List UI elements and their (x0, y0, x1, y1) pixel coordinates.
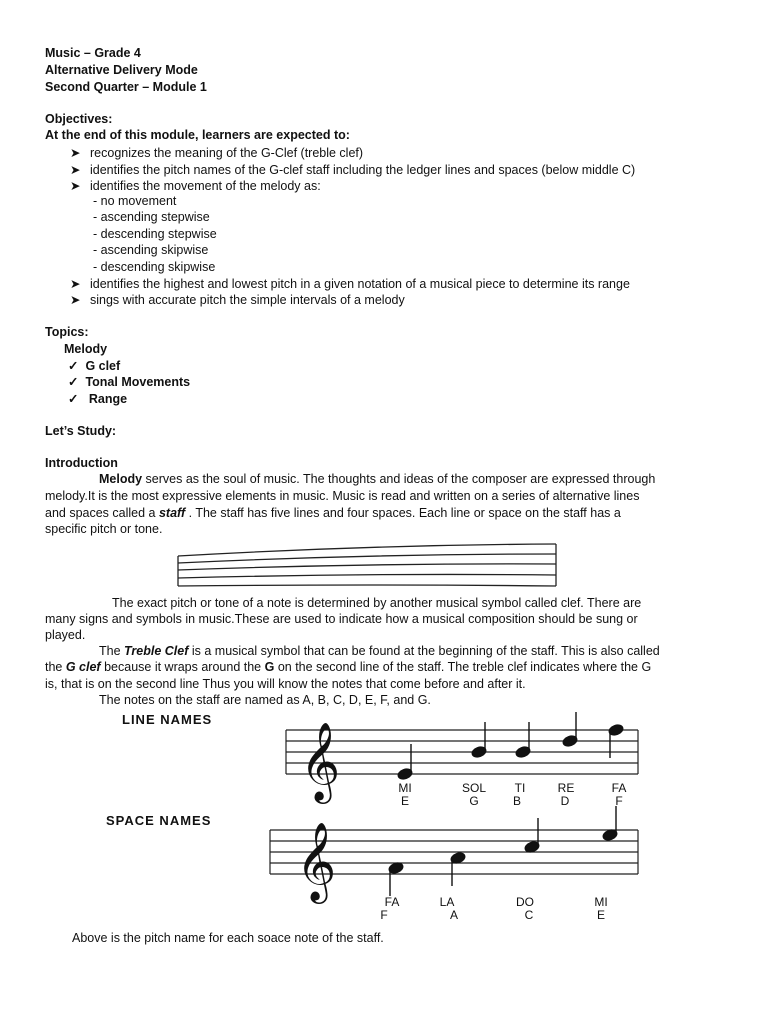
objective-text: identifies the movement of the melody as: (90, 179, 321, 193)
space-letter-label: F (380, 908, 388, 922)
objective-text: identifies the highest and lowest pitch in a given notation of a musical piece to determine its range (90, 277, 630, 291)
objective-text: sings with accurate pitch the simple intervals of a melody (90, 293, 405, 307)
intro-heading: Introduction (45, 456, 118, 470)
treble-clef-icon: 𝄞 (300, 723, 341, 799)
space-syllable-label: FA (384, 895, 400, 909)
topic-label: Tonal Movements (85, 375, 191, 389)
topic-item (68, 358, 120, 373)
movement-item: - descending stepwise (93, 227, 217, 241)
line-syllable-label: SOL (461, 781, 487, 795)
study-heading: Let’s Study: (45, 424, 117, 438)
check-icon: ✓ (68, 359, 79, 373)
line-letter-label: F (615, 794, 623, 808)
space-letter-label: A (449, 908, 459, 922)
line-syllable-label: RE (557, 781, 575, 795)
space-syllable-label: DO (516, 895, 534, 909)
arrow-bullet-icon: ➤ (70, 293, 81, 307)
intro-paragraph-line: played. (45, 628, 86, 642)
intro-paragraph-line: The exact pitch or tone of a note is determined by another musical symbol called clef. There are (112, 596, 642, 610)
header-mode: Alternative Delivery Mode (45, 63, 198, 77)
line-letter-label: D (560, 794, 570, 808)
movement-item: - ascending skipwise (93, 243, 209, 257)
check-icon: ✓ (68, 375, 79, 389)
header-grade: Music – Grade 4 (45, 46, 141, 60)
objective-text: recognizes the meaning of the G-Clef (treble clef) (90, 146, 364, 160)
g-term: G (264, 660, 275, 674)
note-names-figure (100, 708, 660, 930)
movement-item: - no movement (93, 194, 177, 208)
intro-text: because it wraps around the (100, 660, 265, 674)
figure-caption: Above is the pitch name for each soace note of the staff. (72, 931, 384, 945)
space-names-title: SPACE NAMES (106, 813, 212, 828)
line-names-title: LINE NAMES (122, 712, 213, 727)
objectives-heading: Objectives: (45, 112, 113, 126)
space-notes (388, 806, 618, 896)
objective-item (70, 162, 635, 177)
intro-paragraph-line (45, 506, 621, 520)
space-syllable-label: LA (439, 895, 455, 909)
intro-paragraph-line (45, 660, 651, 674)
arrow-bullet-icon: ➤ (70, 277, 81, 291)
intro-text: The (99, 644, 125, 658)
objective-item (70, 178, 321, 193)
space-letter-label: C (524, 908, 534, 922)
staff-line (178, 574, 556, 578)
line-letter-label: E (400, 794, 410, 808)
movement-item: - descending skipwise (93, 260, 216, 274)
arrow-bullet-icon: ➤ (70, 163, 81, 177)
staff-term: staff (158, 506, 186, 520)
intro-paragraph-line (99, 472, 655, 486)
space-syllable-label: MI (594, 895, 608, 909)
g-clef-term: G clef (65, 660, 101, 674)
line-syllable-label: FA (611, 781, 627, 795)
intro-text: . The staff has five lines and four spaces. Each line or space on the staff has a (185, 506, 621, 520)
line-syllable-label: MI (398, 781, 412, 795)
intro-paragraph-line (99, 644, 660, 658)
staff-line (178, 564, 556, 570)
treble-clef-term: Treble Clef (124, 644, 189, 658)
objective-item (70, 145, 363, 160)
intro-paragraph-line: specific pitch or tone. (45, 522, 163, 536)
intro-paragraph-line: is, that is on the second line Thus you will know the notes that come before and after it. (45, 677, 526, 691)
intro-paragraph-line: melody.It is the most expressive elements in music. Music is read and written on a series of alternative lines (45, 489, 640, 503)
intro-paragraph-line: many signs and symbols in music.These are used to indicate how a musical composition should be sung or (45, 612, 638, 626)
arrow-bullet-icon: ➤ (70, 146, 81, 160)
topic-item (68, 391, 127, 406)
intro-text: the (45, 660, 66, 674)
intro-text: is a musical symbol that can be found at the beginning of the staff. This is also called (188, 644, 660, 658)
space-letter-label: E (596, 908, 606, 922)
topics-main: Melody (64, 342, 108, 356)
objective-item (70, 276, 630, 291)
staff-illustration (170, 540, 562, 588)
objectives-intro: At the end of this module, learners are expected to: (45, 128, 350, 142)
arrow-bullet-icon: ➤ (70, 179, 81, 193)
staff-line (178, 585, 556, 586)
intro-text: on the second line of the staff. The treble clef indicates where the G (274, 660, 652, 674)
intro-text: and spaces called a (45, 506, 159, 520)
line-letter-label: G (469, 794, 479, 808)
movement-item: - ascending stepwise (93, 210, 210, 224)
line-syllable-label: TI (514, 781, 526, 795)
line-notes (397, 712, 624, 781)
topic-item (68, 374, 190, 389)
melody-term: Melody (99, 472, 143, 486)
topic-label: G clef (85, 359, 121, 373)
header-module: Second Quarter – Module 1 (45, 80, 207, 94)
line-letter-label: B (512, 794, 522, 808)
check-icon: ✓ (68, 392, 79, 406)
intro-text: serves as the soul of music. The thoughts and ideas of the composer are expressed through (142, 472, 656, 486)
objective-text: identifies the pitch names of the G-clef staff including the ledger lines and spaces (below middle C) (90, 163, 636, 177)
staff-line (178, 554, 556, 563)
objective-item (70, 292, 405, 307)
topic-label: Range (88, 392, 128, 406)
treble-clef-icon: 𝄞 (296, 823, 337, 899)
intro-paragraph-line: The notes on the staff are named as A, B, C, D, E, F, and G. (99, 693, 431, 707)
topics-heading: Topics: (45, 325, 89, 339)
